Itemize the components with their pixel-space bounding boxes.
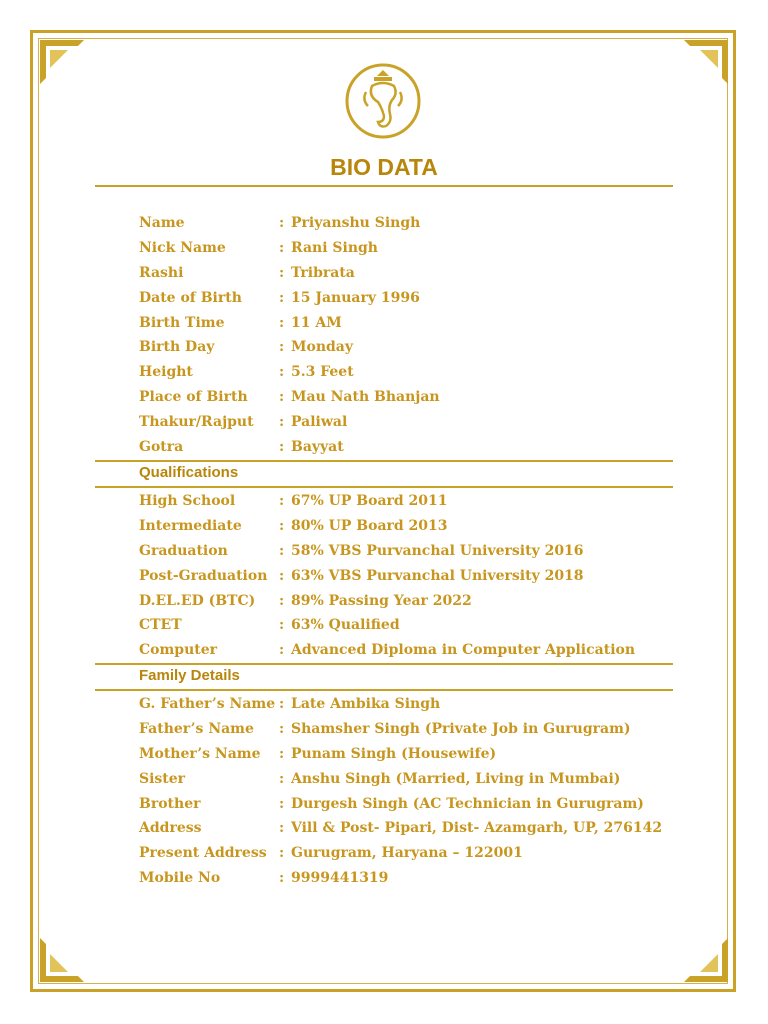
family-row: Mother’s Name : Punam Singh (Housewife)	[139, 742, 679, 767]
field-label: G. Father’s Name	[139, 696, 276, 712]
field-value: 11 AM	[291, 314, 342, 331]
field-value: 80% UP Board 2013	[291, 517, 448, 534]
field-label: Graduation	[139, 542, 228, 559]
field-label: Father’s Name	[139, 720, 254, 737]
qualifications-divider-top	[95, 460, 673, 462]
ganesha-emblem-icon	[344, 62, 422, 140]
field-value: Shamsher Singh (Private Job in Gurugram)	[291, 720, 631, 737]
field-value: 67% UP Board 2011	[291, 493, 448, 509]
field-value: Rani Singh	[291, 239, 378, 256]
field-value: Mau Nath Bhanjan	[291, 389, 440, 406]
detail-row: Birth Time : 11 AM	[139, 311, 679, 336]
field-value: 63% Qualified	[291, 617, 400, 634]
field-value: Bayyat	[291, 439, 344, 456]
corner-ornament-icon	[682, 38, 730, 86]
corner-ornament-icon	[38, 38, 86, 86]
qualification-row: Computer : Advanced Diploma in Computer Application	[139, 638, 679, 663]
field-value: 89% Passing Year 2022	[291, 592, 472, 609]
field-label: Computer	[139, 642, 218, 659]
field-label: Name	[139, 215, 185, 231]
qualifications-list	[139, 489, 679, 663]
detail-row: Thakur/Rajput : Paliwal	[139, 410, 679, 435]
field-value: Advanced Diploma in Computer Application	[291, 642, 636, 659]
field-label: Date of Birth	[139, 289, 242, 306]
qualification-row: D.EL.ED (BTC) : 89% Passing Year 2022	[139, 589, 679, 614]
field-label: Height	[139, 364, 193, 381]
detail-row: Birth Day : Monday	[139, 335, 679, 360]
family-details-list	[139, 692, 679, 891]
field-value: Gurugram, Haryana – 122001	[291, 845, 523, 862]
field-label: Address	[139, 820, 202, 837]
corner-ornament-icon	[38, 936, 86, 984]
field-value: 5.3 Feet	[291, 364, 354, 381]
family-divider-top	[95, 663, 673, 665]
detail-row: Height : 5.3 Feet	[139, 360, 679, 385]
corner-ornament-icon	[682, 936, 730, 984]
family-divider-bottom	[95, 689, 673, 691]
field-label: High School	[139, 493, 236, 509]
field-label: Present Address	[139, 845, 267, 862]
qualification-row: CTET : 63% Qualified	[139, 613, 679, 638]
field-value: Punam Singh (Housewife)	[291, 745, 497, 762]
family-row: Mobile No : 9999441319	[139, 866, 679, 891]
field-label: Nick Name	[139, 239, 226, 256]
field-label: Place of Birth	[139, 389, 248, 406]
qualification-row: Post-Graduation : 63% VBS Purvanchal University 2018	[139, 564, 679, 589]
detail-row: Name : Priyanshu Singh	[139, 211, 679, 236]
field-label: Mobile No	[139, 870, 221, 887]
field-label: Birth Day	[139, 339, 215, 356]
family-row: Brother : Durgesh Singh (AC Technician in Gurugram)	[139, 792, 679, 817]
field-value: 9999441319	[291, 870, 389, 887]
qualification-row: Intermediate : 80% UP Board 2013	[139, 514, 679, 539]
field-value: Paliwal	[291, 414, 348, 431]
field-value: Priyanshu Singh	[291, 215, 421, 231]
personal-details-list	[139, 211, 679, 460]
field-label: CTET	[139, 617, 182, 634]
detail-row: Rashi : Tribrata	[139, 261, 679, 286]
qualification-row: Graduation : 58% VBS Purvanchal University 2016	[139, 539, 679, 564]
field-label: Mother’s Name	[139, 745, 261, 762]
field-value: Monday	[291, 339, 354, 356]
qualification-row: High School : 67% UP Board 2011	[139, 489, 679, 514]
qualifications-divider-bottom	[95, 486, 673, 488]
field-label: Rashi	[139, 264, 184, 281]
family-row: Father’s Name : Shamsher Singh (Private Job in Gurugram)	[139, 717, 679, 742]
detail-row: Nick Name : Rani Singh	[139, 236, 679, 261]
title-divider	[95, 185, 673, 187]
field-label: Post-Graduation	[139, 567, 268, 584]
field-label: Birth Time	[139, 314, 225, 331]
family-row: G. Father’s Name : Late Ambika Singh	[139, 692, 679, 717]
field-label: Thakur/Rajput	[139, 414, 254, 431]
family-heading: Family Details	[139, 667, 240, 684]
family-row: Sister : Anshu Singh (Married, Living in Mumbai)	[139, 767, 679, 792]
field-value: 15 January 1996	[291, 289, 420, 306]
qualifications-heading: Qualifications	[139, 464, 239, 481]
field-label: D.EL.ED (BTC)	[139, 592, 256, 609]
field-value: 63% VBS Purvanchal University 2018	[291, 567, 584, 584]
field-value: 58% VBS Purvanchal University 2016	[291, 542, 584, 559]
field-value: Anshu Singh (Married, Living in Mumbai)	[291, 770, 621, 787]
detail-row: Place of Birth : Mau Nath Bhanjan	[139, 385, 679, 410]
field-value: Vill & Post- Pipari, Dist- Azamgarh, UP, 276142	[291, 820, 663, 837]
field-value: Tribrata	[291, 264, 355, 281]
field-label: Gotra	[139, 439, 184, 456]
detail-row: Gotra : Bayyat	[139, 435, 679, 460]
field-label: Brother	[139, 795, 201, 812]
field-label: Sister	[139, 770, 186, 787]
document-title: BIO DATA	[330, 154, 438, 180]
family-row: Present Address : Gurugram, Haryana – 122001	[139, 841, 679, 866]
field-value: Late Ambika Singh	[291, 696, 441, 712]
field-label: Intermediate	[139, 517, 242, 534]
detail-row: Date of Birth : 15 January 1996	[139, 286, 679, 311]
family-row: Address : Vill & Post- Pipari, Dist- Azamgarh, UP, 276142	[139, 816, 679, 841]
field-value: Durgesh Singh (AC Technician in Gurugram)	[291, 795, 644, 812]
